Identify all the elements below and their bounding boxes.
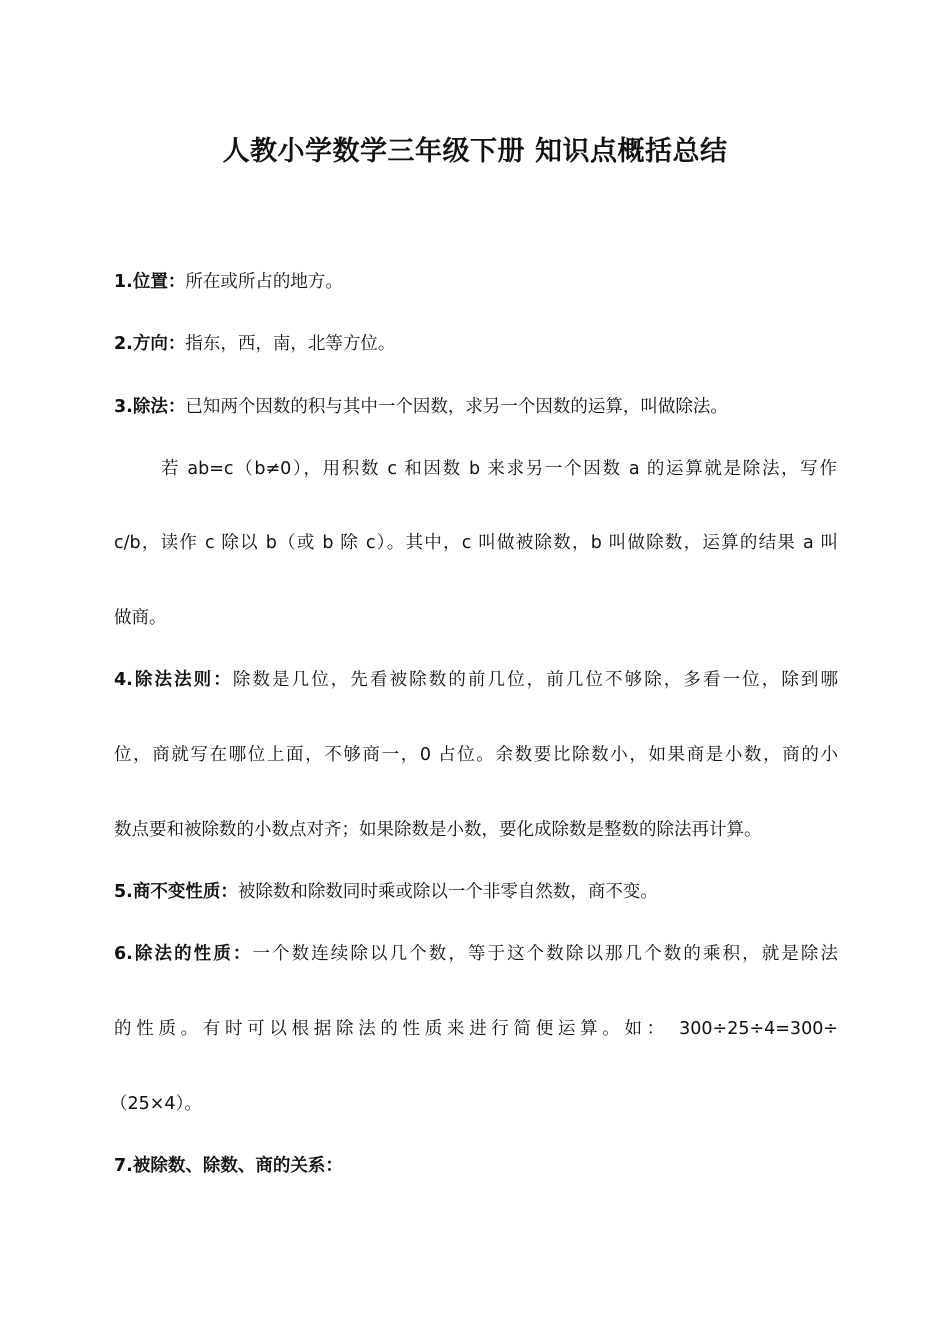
- section-7: [114, 1154, 838, 1178]
- section-text: 被除数和除数同时乘或除以一个非零自然数，商不变。: [237, 882, 658, 902]
- section-1: [114, 270, 838, 294]
- section-5: [114, 880, 838, 904]
- section-term: 6.除法的性质：: [114, 944, 253, 964]
- section-text-line: 做商。: [114, 608, 167, 628]
- section-term: 2.方向：: [114, 334, 186, 354]
- section-3: [114, 395, 838, 419]
- section-text-line: 数点要和被除数的小数点对齐；如果除数是小数，要化成除数是整数的除法再计算。: [114, 820, 762, 840]
- section-6: [114, 942, 838, 966]
- section-text: 指东，西，南，北等方位。: [185, 334, 396, 354]
- section-term: 7.被除数、除数、商的关系：: [114, 1156, 343, 1176]
- section-text-line: c/b，读作 c 除以 b（或 b 除 c）。其中，c 叫做被除数，b 叫做除数，运算的结果 a 叫: [114, 533, 838, 553]
- section-text: 所在或所占的地方。: [185, 272, 343, 292]
- section-term: 4.除法法则：: [114, 670, 233, 690]
- section-term: 1.位置：: [114, 272, 186, 292]
- section-term: 3.除法：: [114, 397, 186, 417]
- page-title: 人教小学数学三年级下册 知识点概括总结: [222, 136, 728, 167]
- section-4: [114, 668, 838, 692]
- section-text: 一个数连续除以几个数，等于这个数除以那几个数的乘积，就是除法: [252, 944, 839, 964]
- section-text-line: 位，商就写在哪位上面，不够商一，0 占位。余数要比除数小，如果商是小数，商的小: [114, 745, 838, 765]
- section-text: 除数是几位，先看被除数的前几位，前几位不够除，多看一位，除到哪: [232, 670, 839, 690]
- section-text-line: 的性质。有时可以根据除法的性质来进行简便运算。如： 300÷25÷4=300÷: [114, 1019, 838, 1039]
- section-term: 5.商不变性质：: [114, 882, 238, 902]
- section-text-line: 若 ab=c（b≠0），用积数 c 和因数 b 来求另一个因数 a 的运算就是除法，写作: [161, 459, 837, 479]
- section-2: [114, 332, 838, 356]
- section-text-line: （25×4）。: [110, 1094, 202, 1114]
- section-text: 已知两个因数的积与其中一个因数，求另一个因数的运算，叫做除法。: [185, 397, 728, 417]
